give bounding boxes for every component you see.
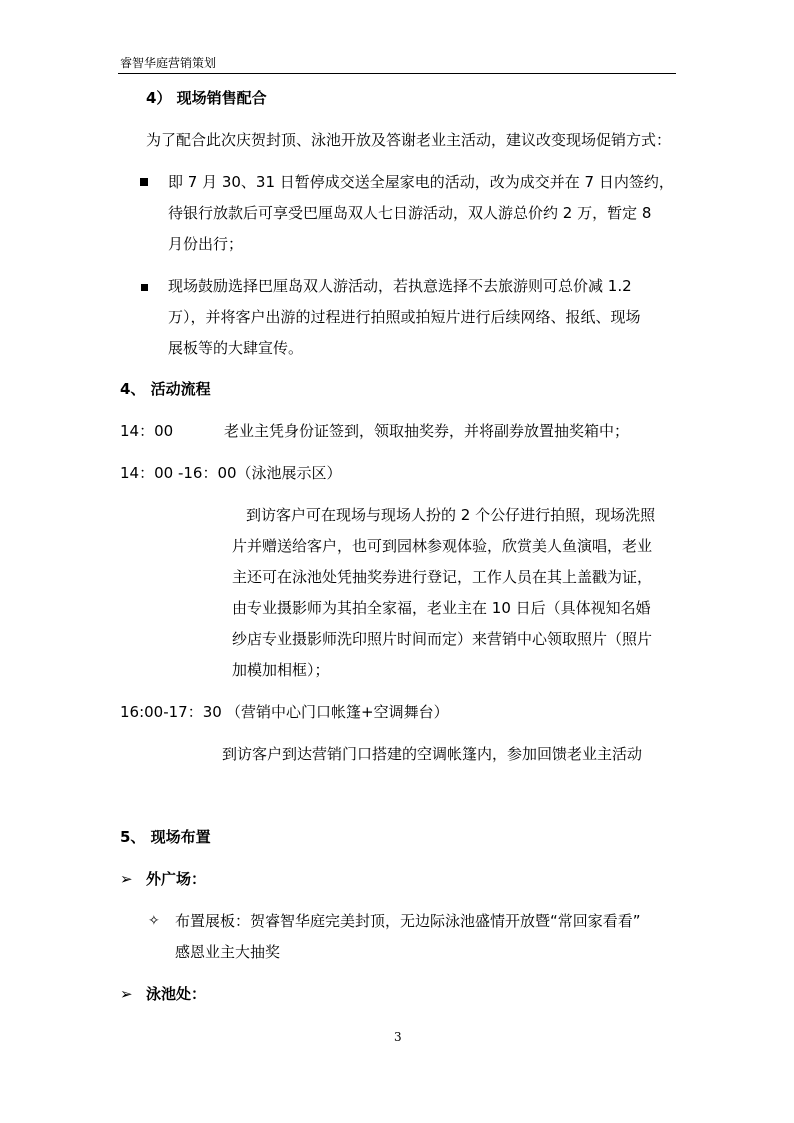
arrow-right-icon: ➢ (120, 985, 133, 1003)
outdoor-item-line-1: 布置展板：贺睿智华庭完美封顶，无边际泳池盛情开放暨“常回家看看” (175, 912, 641, 930)
four-point-star-icon: ✧ (148, 913, 160, 929)
slot-2-line-4: 由专业摄影师为其拍全家福，老业主在 10 日后（具体视知名婚 (232, 599, 651, 617)
bullet-2-line-2: 万），并将客户出游的过程进行拍照或拍短片进行后续网络、报纸、现场 (168, 308, 641, 326)
slot-2-line-5: 纱店专业摄影师洗印照片时间而定）来营销中心领取照片（照片 (232, 630, 653, 648)
bullet-1-line-2: 待银行放款后可享受巴厘岛双人七日游活动，双人游总价约 2 万，暂定 8 (168, 204, 652, 222)
time-slot-1-desc: 老业主凭身份证签到，领取抽奖券，并将副券放置抽奖箱中； (224, 422, 630, 440)
slot-2-line-6: 加模加相框）； (232, 661, 330, 679)
black-square-icon (141, 284, 148, 291)
time-slot-3: 16:00-17：30 (120, 703, 222, 721)
running-header: 睿智华庭营销策划 (120, 56, 217, 70)
subsection-heading-onsite-sales: 4） 现场销售配合 (146, 89, 267, 107)
bullet-2-line-3: 展板等的大肆宣传。 (168, 339, 304, 357)
bullet-2-line-1: 现场鼓励选择巴厘岛双人游活动，若执意选择不去旅游则可总价减 1.2 (168, 277, 632, 295)
section-heading-activity-flow: 4、 活动流程 (120, 380, 211, 398)
pool-area-heading: 泳池处： (146, 985, 207, 1003)
arrow-right-icon: ➢ (120, 870, 133, 888)
bullet-1-line-1: 即 7 月 30、31 日暂停成交送全屋家电的活动，改为成交并在 7 日内签约， (168, 173, 674, 191)
time-slot-3-place: （营销中心门口帐篷+空调舞台） (226, 703, 449, 721)
onsite-intro: 为了配合此次庆贺封顶、泳池开放及答谢老业主活动，建议改变现场促销方式： (146, 131, 672, 149)
slot-2-line-2: 片并赠送给客户，也可到园林参观体验，欣赏美人鱼演唱，老业 (232, 537, 653, 555)
bullet-1-line-3: 月份出行； (168, 235, 244, 253)
slot-2-line-3: 主还可在泳池处凭抽奖券进行登记，工作人员在其上盖戳为证， (232, 568, 653, 586)
page-number: 3 (394, 1030, 402, 1044)
outdoor-plaza-heading: 外广场： (146, 870, 207, 888)
black-square-icon (140, 178, 148, 186)
slot-2-line-1: 到访客户可在现场与现场人扮的 2 个公仔进行拍照，现场洗照 (246, 506, 656, 524)
outdoor-item-line-2: 感恩业主大抽奖 (175, 943, 281, 961)
section-heading-site-layout: 5、 现场布置 (120, 828, 211, 846)
header-rule (118, 73, 676, 74)
time-slot-2: 14：00 -16：00（泳池展示区） (120, 464, 342, 482)
time-slot-3-desc: 到访客户到达营销门口搭建的空调帐篷内，参加回馈老业主活动 (222, 745, 643, 763)
time-slot-1: 14：00 (120, 422, 174, 440)
